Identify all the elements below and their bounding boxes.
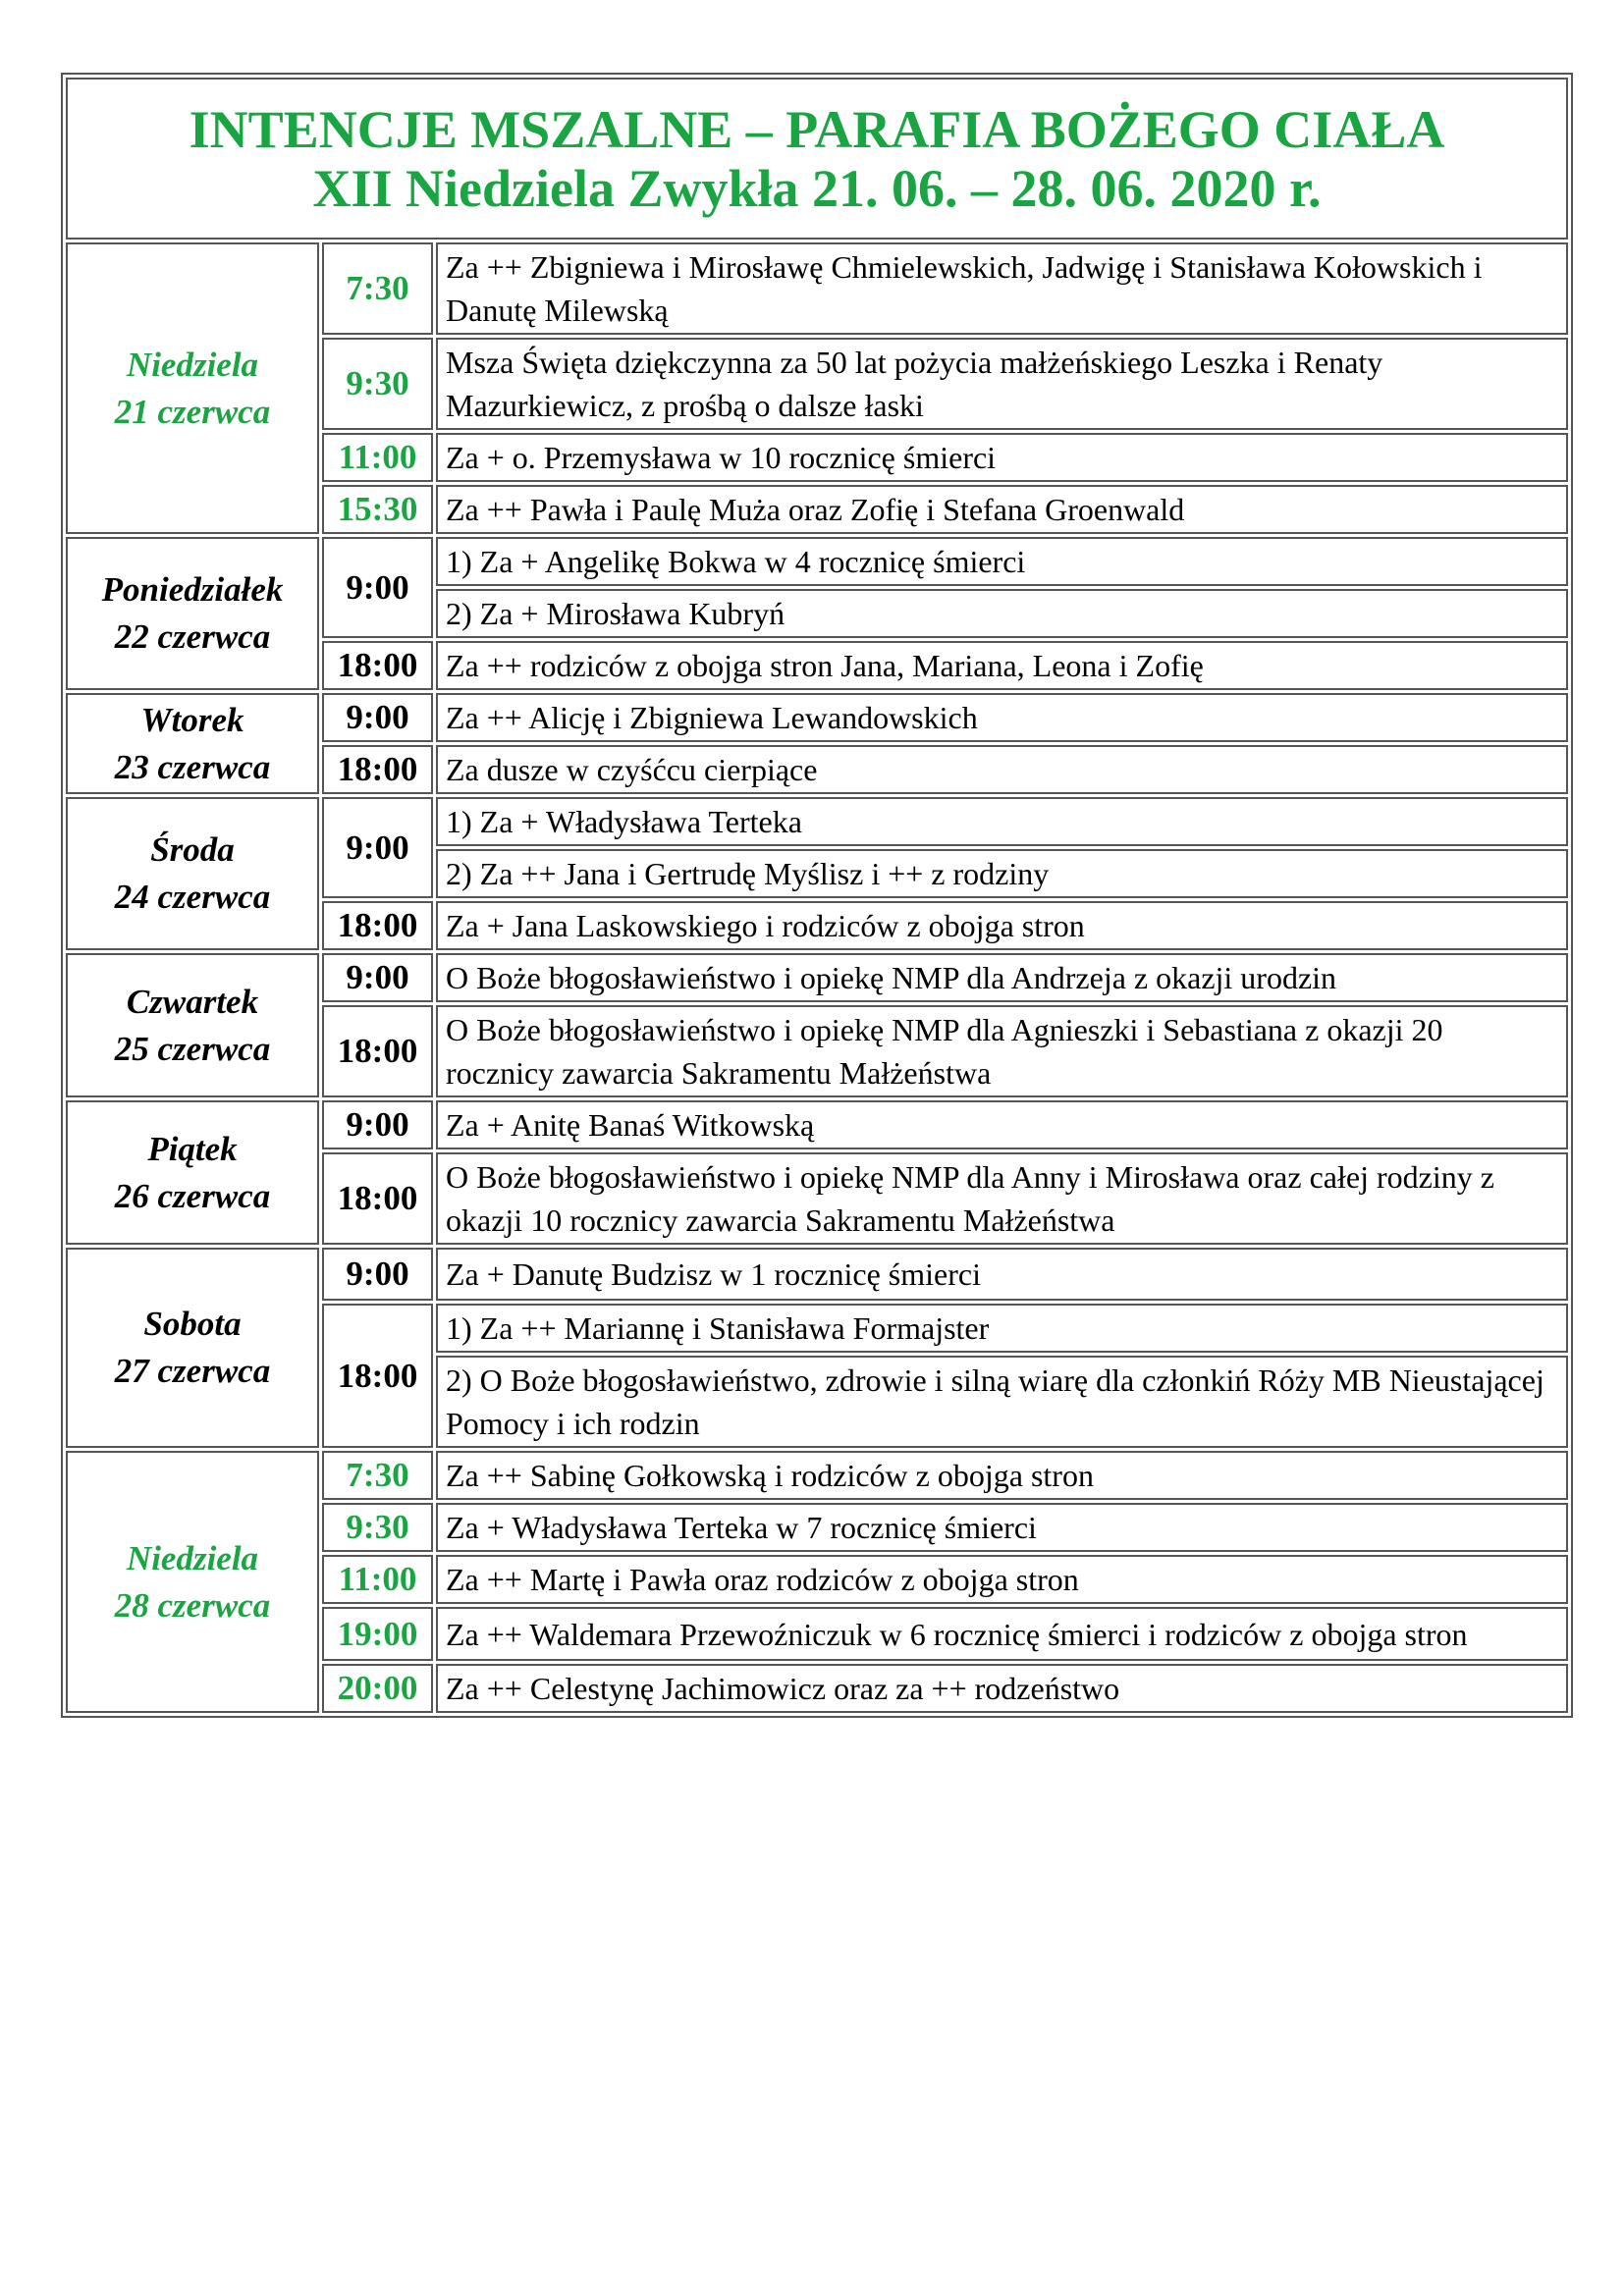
intention-text: 1) Za + Władysława Terteka <box>436 797 1568 846</box>
day-cell <box>66 797 319 950</box>
mass-time: 9:00 <box>322 953 433 1002</box>
mass-time: 18:00 <box>322 901 433 950</box>
intention-text: Za + Jana Laskowskiego i rodziców z obojga stron <box>436 901 1568 950</box>
day-name: Niedziela <box>126 345 259 384</box>
mass-time: 9:00 <box>322 1100 433 1149</box>
day-name: Wtorek <box>140 700 244 739</box>
intention-text: Za ++ Pawła i Paulę Muża oraz Zofię i Stefana Groenwald <box>436 485 1568 534</box>
day-date: 28 czerwca <box>114 1585 271 1625</box>
header-row <box>66 78 1568 240</box>
intention-text: Za + Danutę Budzisz w 1 rocznicę śmierci <box>436 1248 1568 1301</box>
day-cell <box>66 953 319 1097</box>
intention-row <box>66 537 1568 586</box>
mass-time: 18:00 <box>322 1005 433 1097</box>
intention-row <box>66 797 1568 846</box>
intention-text: O Boże błogosławieństwo i opiekę NMP dla Anny i Mirosława oraz całej rodziny z okazji 10 rocznicy zawarcia Sakramentu Małżeństwa <box>436 1152 1568 1245</box>
mass-time: 7:30 <box>322 242 433 335</box>
day-date: 23 czerwca <box>114 747 271 786</box>
intention-text: Za + Anitę Banaś Witkowską <box>436 1100 1568 1149</box>
intention-text: Za ++ Martę i Pawła oraz rodziców z obojga stron <box>436 1555 1568 1604</box>
day-date: 26 czerwca <box>114 1176 271 1215</box>
day-name: Niedziela <box>126 1538 259 1577</box>
intention-text: 1) Za ++ Mariannę i Stanisława Formajster <box>436 1304 1568 1353</box>
day-date: 22 czerwca <box>114 617 271 656</box>
day-name: Sobota <box>143 1305 242 1343</box>
mass-time: 9:00 <box>322 693 433 742</box>
intention-row <box>66 242 1568 335</box>
day-name: Piątek <box>147 1129 238 1168</box>
intention-text: 2) O Boże błogosławieństwo, zdrowie i silną wiarę dla członkiń Róży MB Nieustającej Pomocy i ich rodzin <box>436 1356 1568 1448</box>
mass-time: 9:00 <box>322 537 433 638</box>
intention-text: Za ++ Waldemara Przewoźniczuk w 6 rocznicę śmierci i rodziców z obojga stron <box>436 1607 1568 1661</box>
mass-time: 19:00 <box>322 1607 433 1661</box>
mass-time: 15:30 <box>322 485 433 534</box>
intention-text: Za ++ Alicję i Zbigniewa Lewandowskich <box>436 693 1568 742</box>
day-cell <box>66 537 319 690</box>
day-date: 27 czerwca <box>114 1352 271 1390</box>
day-date: 25 czerwca <box>114 1029 271 1068</box>
intention-text: Za + Władysława Terteka w 7 rocznicę śmierci <box>436 1503 1568 1552</box>
intention-row <box>66 693 1568 742</box>
day-date: 21 czerwca <box>114 392 271 431</box>
intention-row <box>66 1100 1568 1149</box>
day-name: Poniedziałek <box>101 570 284 609</box>
intention-text: Za ++ Celestynę Jachimowicz oraz za ++ rodzeństwo <box>436 1664 1568 1713</box>
intention-text: 2) Za + Mirosława Kubryń <box>436 589 1568 638</box>
mass-time: 18:00 <box>322 1152 433 1245</box>
intention-text: Za dusze w czyśćcu cierpiące <box>436 745 1568 794</box>
day-date: 24 czerwca <box>114 878 271 916</box>
intention-row <box>66 1451 1568 1500</box>
day-cell <box>66 693 319 794</box>
day-cell <box>66 1451 319 1713</box>
mass-time: 18:00 <box>322 745 433 794</box>
mass-time: 18:00 <box>322 1304 433 1448</box>
intention-text: O Boże błogosławieństwo i opiekę NMP dla Andrzeja z okazji urodzin <box>436 953 1568 1002</box>
mass-time: 9:00 <box>322 1248 433 1301</box>
mass-time: 9:30 <box>322 338 433 430</box>
mass-time: 18:00 <box>322 641 433 690</box>
day-cell <box>66 242 319 534</box>
intention-text: Za + o. Przemysława w 10 rocznicę śmierci <box>436 433 1568 482</box>
mass-time: 9:30 <box>322 1503 433 1552</box>
intentions-table <box>61 73 1573 1718</box>
intention-text: O Boże błogosławieństwo i opiekę NMP dla Agnieszki i Sebastiana z okazji 20 rocznicy zawarcia Sakramentu Małżeństwa <box>436 1005 1568 1097</box>
intention-row <box>66 953 1568 1002</box>
page-title <box>66 78 1568 240</box>
title-line-1: INTENCJE MSZALNE – PARAFIA BOŻEGO CIAŁA <box>189 99 1445 159</box>
day-cell <box>66 1100 319 1245</box>
day-name: Czwartek <box>126 982 259 1021</box>
intention-text: 2) Za ++ Jana i Gertrudę Myślisz i ++ z rodziny <box>436 849 1568 898</box>
mass-time: 7:30 <box>322 1451 433 1500</box>
mass-time: 20:00 <box>322 1664 433 1713</box>
intention-text: 1) Za + Angelikę Bokwa w 4 rocznicę śmierci <box>436 537 1568 586</box>
title-line-2: XII Niedziela Zwykła 21. 06. – 28. 06. 2020 r. <box>312 158 1322 218</box>
day-name: Środa <box>150 830 235 869</box>
intention-text: Msza Święta dziękczynna za 50 lat pożycia małżeńskiego Leszka i Renaty Mazurkiewicz, z prośbą o dalsze łaski <box>436 338 1568 430</box>
intention-text: Za ++ Zbigniewa i Mirosławę Chmielewskich, Jadwigę i Stanisława Kołowskich i Danutę Milewską <box>436 242 1568 335</box>
mass-time: 11:00 <box>322 1555 433 1604</box>
mass-time: 11:00 <box>322 433 433 482</box>
day-cell <box>66 1248 319 1448</box>
mass-time: 9:00 <box>322 797 433 898</box>
intention-text: Za ++ rodziców z obojga stron Jana, Mariana, Leona i Zofię <box>436 641 1568 690</box>
intention-text: Za ++ Sabinę Gołkowską i rodziców z obojga stron <box>436 1451 1568 1500</box>
intention-row <box>66 1248 1568 1301</box>
